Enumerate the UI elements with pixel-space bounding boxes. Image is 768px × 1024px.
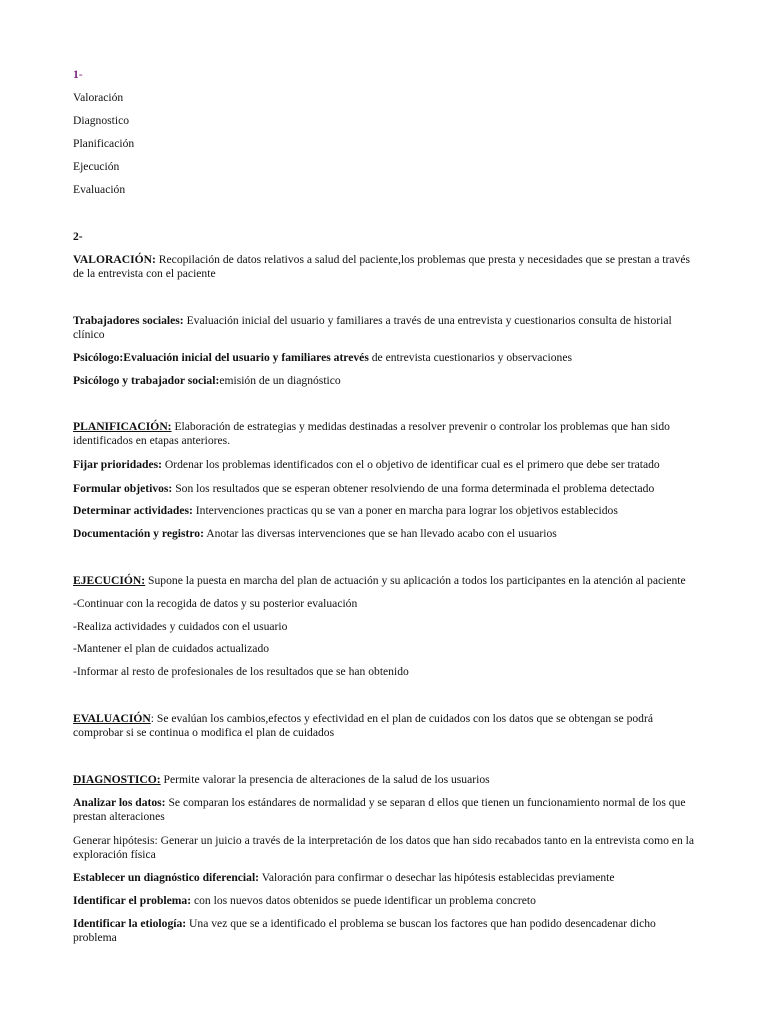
fijar-paragraph <box>73 458 698 472</box>
establecer-text: Valoración para confirmar o desechar las hipótesis establecidas previamente <box>259 871 615 884</box>
documentacion-label: Documentación y registro: <box>73 527 204 540</box>
psicologo-paragraph <box>73 351 698 365</box>
list-item: Planificación <box>73 137 135 150</box>
formular-text: Son los resultados que se esperan obtener resolviendo de una forma determinada el problema detectado <box>172 482 655 495</box>
analizar-text: Se comparan los estándares de normalidad y se separan d ellos que tienen un funcionamiento normal de los que prestan alteraciones <box>73 796 686 823</box>
diagnostico-text: Permite valorar la presencia de alteraciones de la salud de los usuarios <box>160 773 490 786</box>
psicologo-text: de entrevista cuestionarios y observaciones <box>368 351 573 364</box>
formular-paragraph <box>73 482 698 496</box>
fijar-label: Fijar prioridades: <box>73 458 162 471</box>
ejecucion-heading: EJECUCIÓN: <box>73 574 146 587</box>
diagnostico-paragraph <box>73 773 698 787</box>
valoracion-text: Recopilación de datos relativos a salud del paciente,los problemas que presta y necesidades que se prestan a través de la entrevista con el paciente <box>73 253 690 280</box>
list-item: Valoración <box>73 91 124 104</box>
trabajadores-paragraph <box>73 314 698 342</box>
fijar-text: Ordenar los problemas identificados con el o objetivo de identificar cual es el primero que debe ser tratado <box>162 458 660 471</box>
section2-number-text: 2- <box>73 230 83 243</box>
list-item: -Realiza actividades y cuidados con el usuario <box>73 620 288 633</box>
ejecucion-paragraph <box>73 574 698 588</box>
analizar-label: Analizar los datos: <box>73 796 166 809</box>
identificar-problema-text: con los nuevos datos obtenidos se puede identificar un problema concreto <box>191 894 536 907</box>
generar-paragraph: Generar hipótesis: Generar un juicio a través de la interpretación de los datos que han sido recabados tanto en la entrevista como en la exploración física <box>73 834 695 861</box>
identificar-etiologia-text: Una vez que se a identificado el problema se buscan los factores que han podido desencadenar dicho problema <box>73 917 656 944</box>
analizar-paragraph <box>73 796 698 824</box>
identificar-etiologia-paragraph <box>73 917 698 945</box>
section2-number <box>73 230 698 244</box>
psicologo-trabajador-text: emisión de un diagnóstico <box>219 374 341 387</box>
planificacion-paragraph <box>73 420 698 448</box>
list-item: Evaluación <box>73 183 126 196</box>
evaluacion-heading: EVALUACIÓN <box>73 712 151 725</box>
trabajadores-label: Trabajadores sociales: <box>73 314 184 327</box>
trabajadores-text: Evaluación inicial del usuario y familiares a través de una entrevista y cuestionarios consulta de historial clínico <box>73 314 672 341</box>
psicologo-label: Psicólogo:Evaluación inicial del usuario y familiares atrevés <box>73 351 369 364</box>
identificar-problema-paragraph <box>73 894 698 908</box>
determinar-paragraph <box>73 504 698 518</box>
ejecucion-text: Supone la puesta en marcha del plan de actuación y su aplicación a todos los participantes en la atención al paciente <box>145 574 686 587</box>
planificacion-heading: PLANIFICACIÓN: <box>73 420 172 433</box>
psicologo-trabajador-label: Psicólogo y trabajador social: <box>73 374 220 387</box>
evaluacion-paragraph <box>73 712 698 740</box>
psicologo-trabajador-paragraph <box>73 374 698 388</box>
valoracion-paragraph <box>73 253 698 281</box>
section1-number-dash: - <box>78 68 83 81</box>
determinar-text: Intervenciones practicas qu se van a poner en marcha para lograr los objetivos establecidos <box>192 504 618 517</box>
formular-label: Formular objetivos: <box>73 482 173 495</box>
diagnostico-heading: DIAGNOSTICO: <box>73 773 161 786</box>
identificar-problema-label: Identificar el problema: <box>73 894 192 907</box>
documentacion-paragraph <box>73 527 698 541</box>
identificar-etiologia-label: Identificar la etiología: <box>73 917 187 930</box>
section1-number <box>73 68 698 82</box>
documentacion-text: Anotar las diversas intervenciones que se han llevado acabo con el usuarios <box>203 527 557 540</box>
list-item: -Mantener el plan de cuidados actualizado <box>73 642 270 655</box>
list-item: Diagnostico <box>73 114 130 127</box>
list-item: -Continuar con la recogida de datos y su posterior evaluación <box>73 597 358 610</box>
list-item: Ejecución <box>73 160 120 173</box>
determinar-label: Determinar actividades: <box>73 504 193 517</box>
list-item: -Informar al resto de profesionales de los resultados que se han obtenido <box>73 665 409 678</box>
valoracion-heading: VALORACIÓN: <box>73 253 156 266</box>
evaluacion-text: : Se evalúan los cambios,efectos y efectividad en el plan de cuidados con los datos que se obtengan se podrá comprobar si se continua o modifica el plan de cuidados <box>73 712 653 739</box>
establecer-label: Establecer un diagnóstico diferencial: <box>73 871 260 884</box>
section1-number-digit: 1 <box>73 68 79 81</box>
establecer-paragraph <box>73 871 698 885</box>
planificacion-text: Elaboración de estrategias y medidas destinadas a resolver prevenir o controlar los problemas que han sido identificados en etapas anteriores. <box>73 420 670 447</box>
